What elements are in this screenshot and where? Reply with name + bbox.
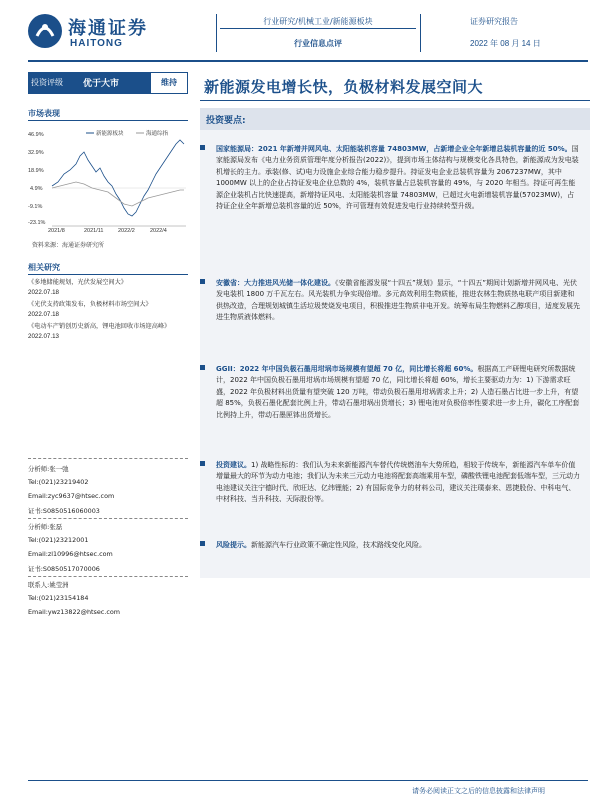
related-heading: 相关研究	[28, 263, 60, 272]
report-type: 证券研究报告	[470, 17, 518, 26]
rating-status: 维持	[151, 73, 187, 93]
header-mid-rule	[220, 28, 416, 29]
y-tick: 32.9%	[28, 150, 44, 156]
keypoint-5	[208, 540, 580, 551]
analyst-divider	[28, 518, 188, 519]
y-tick: 18.9%	[28, 168, 44, 174]
bullet-icon	[200, 145, 205, 150]
keypoint-heading: GGII：2022 年中国负极石墨用坩埚市场规模有望超 70 亿，同比增长将超 60%。	[216, 365, 478, 373]
market-rule	[28, 120, 188, 121]
legend-series-2: 海通综指	[146, 131, 169, 137]
rating-value: 优于大市	[83, 79, 120, 89]
contact-name: 联系人:姚莹洲	[28, 581, 69, 589]
rating-label: 投资评级	[31, 78, 63, 87]
analyst-divider	[28, 576, 188, 577]
investment-rating	[28, 72, 188, 94]
keypoint-1	[208, 144, 580, 212]
bullet-icon	[200, 365, 205, 370]
header-divider	[420, 14, 421, 52]
keypoint-heading: 安徽省：大力推进风光储一体化建设。	[216, 279, 335, 287]
bullet-icon	[200, 279, 205, 284]
related-item-title[interactable]: 《电动车产销创历史新高，锂电池回收市场迎高峰》	[28, 323, 171, 330]
keypoint-heading: 国家能源局：2021 年新增并网风电、太阳能装机容量 74803MW，占新增企业全年新增总装机容量的近 50%。	[216, 145, 572, 153]
related-item-date: 2022.07.18	[28, 311, 59, 318]
footer-disclaimer: 请务必阅读正文之后的信息披露和法律声明	[412, 787, 545, 795]
keypoint-heading: 风险提示。	[216, 541, 251, 549]
keypoint-heading: 投资建议。	[216, 461, 251, 469]
x-tick: 2022/2	[118, 228, 135, 234]
analyst-tel: Tel:(021)23219402	[28, 478, 89, 486]
y-tick: 4.9%	[30, 186, 43, 192]
contact-email[interactable]: Email:ywz13822@htsec.com	[28, 608, 120, 616]
x-tick: 2021/8	[48, 228, 65, 234]
analyst-cert: 证书:S0850517070006	[28, 565, 100, 573]
related-item-title[interactable]: 《光伏支持政策发布，负极材料市场空间大》	[28, 301, 152, 308]
header-divider	[216, 14, 217, 52]
market-chart	[28, 124, 188, 234]
y-tick: -9.1%	[28, 204, 43, 210]
logo-chinese-name: 海通证券	[68, 18, 148, 39]
related-item-title[interactable]: 《多地储能规划，光伏发展空间大》	[28, 279, 127, 286]
y-tick: 46.9%	[28, 132, 44, 138]
header-subcategory: 行业信息点评	[294, 39, 342, 48]
analyst-email[interactable]: Email:zl10996@htsec.com	[28, 550, 113, 558]
company-logo	[28, 12, 208, 52]
keypoint-text: 国家能源局发布《电力业务资质管理年度分析报告(2022)》，提到市场主体结构与规模变化各具特色，新能源成为发电装机增长的主力。承装(修、试)电力设施企业综合能力稳步提升。持证发电企业总装机容量为 2067237MW，其中 1000MW 以上的企业占持证发电企业总数的 4%，装机容量占总装机容量的 49%，与 2020 年相当。持证可再生能源企业装机占比快速提高，新增持证风电、太阳能装机容量 74803MW，已超过火电新增装机容量(57023MW)，占持证企业全年新增总装机容量的近 50%，许可管理有效促进发电行业持续转型升级。	[216, 145, 579, 211]
header-category: 行业研究/机械工业/新能源板块	[263, 17, 373, 26]
report-date: 2022 年 08 月 14 日	[470, 39, 541, 48]
keypoints-body	[200, 130, 590, 578]
related-item[interactable]	[28, 300, 188, 320]
title-rule	[200, 100, 590, 101]
related-item[interactable]	[28, 278, 188, 298]
logo-english-name: HAITONG	[70, 38, 123, 49]
keypoint-4	[208, 460, 580, 506]
footer-rule	[28, 780, 588, 781]
analyst-name: 分析师:张磊	[28, 523, 63, 531]
series-line-index	[52, 182, 184, 206]
analyst-email[interactable]: Email:zyc9637@htsec.com	[28, 492, 115, 500]
chart-source: 资料来源：海通证券研究所	[32, 242, 105, 249]
keypoints-heading: 投资要点:	[206, 116, 246, 126]
related-rule	[28, 274, 188, 275]
keypoint-text: 《安徽省能源发展“十四五”规划》显示，“十四五”期间计划新增并网风电、光伏发电装机 1800 万千瓦左右。风光装机力争实现倍增。多元高效利用生物质能，推进农林生物质热电联产项目新建和供热改造，合理规划城镇生活垃圾焚烧发电项目，积极推进生物质非电开发。统筹布局生物燃料乙醇项目，适度发展先进生物质液体燃料。	[216, 279, 580, 322]
bullet-icon	[200, 541, 205, 546]
header-rule	[28, 60, 588, 62]
analyst-divider	[28, 458, 188, 459]
keypoint-text: 新能源汽车行业政策不确定性风险，技术路线变化风险。	[251, 541, 426, 549]
analyst-tel: Tel:(021)23212001	[28, 536, 89, 544]
x-tick: 2022/4	[150, 228, 167, 234]
keypoints-header	[200, 108, 590, 130]
market-heading: 市场表现	[28, 109, 60, 118]
series-line-sector	[52, 140, 184, 216]
legend-series-1: 新能源板块	[96, 131, 124, 137]
y-tick: -23.1%	[28, 220, 46, 226]
keypoint-2	[208, 278, 580, 324]
analyst-cert: 证书:S0850516060003	[28, 507, 100, 515]
keypoint-3	[208, 364, 580, 421]
report-title: 新能源发电增长快，负极材料发展空间大	[204, 78, 484, 96]
related-item[interactable]	[28, 322, 188, 342]
keypoint-text: 1) 战略性标的：我们认为未来新能源汽车替代传统燃油车大势所趋，相较于传统车，新能源汽车单车价值增量最大的环节为动力电池；我们认为未来三元动力电池将配套高端乘用车型，磷酸铁锂电池配套低端车型，三元动力电池建议关注宁德时代、欣旺达、亿纬锂能；2) 有国际竞争力的材料公司，建议关注璞泰来、恩捷股份、中科电气、中材科技、当升科技、天际股份等。	[216, 461, 580, 504]
logo-mark-icon	[28, 14, 62, 48]
contact-tel: Tel:(021)23154184	[28, 594, 89, 602]
related-item-date: 2022.07.18	[28, 289, 59, 296]
bullet-icon	[200, 461, 205, 466]
analyst-name: 分析师:张一弛	[28, 465, 69, 473]
related-item-date: 2022.07.13	[28, 333, 59, 340]
keypoint-text: 根据高工产研锂电研究所数据统计，2022 年中国负极石墨用坩埚市场规模有望超 70 亿，同比增长将超 60%，增长主要驱动力为：1) 下游需求旺盛，2022 年负极材料出货量有望突破 120 万吨，带动负极石墨用坩埚需求上升；2) 人造石墨占比进一步上升，有望超 85%，负极石墨化配套比例上升，带动石墨坩埚出货增长；3) 锂电池对负极倍率性要求进一步上升，碳化工序配套比例持上升，带动石墨匣钵出货增长。	[216, 365, 580, 419]
x-tick: 2021/11	[84, 228, 104, 234]
